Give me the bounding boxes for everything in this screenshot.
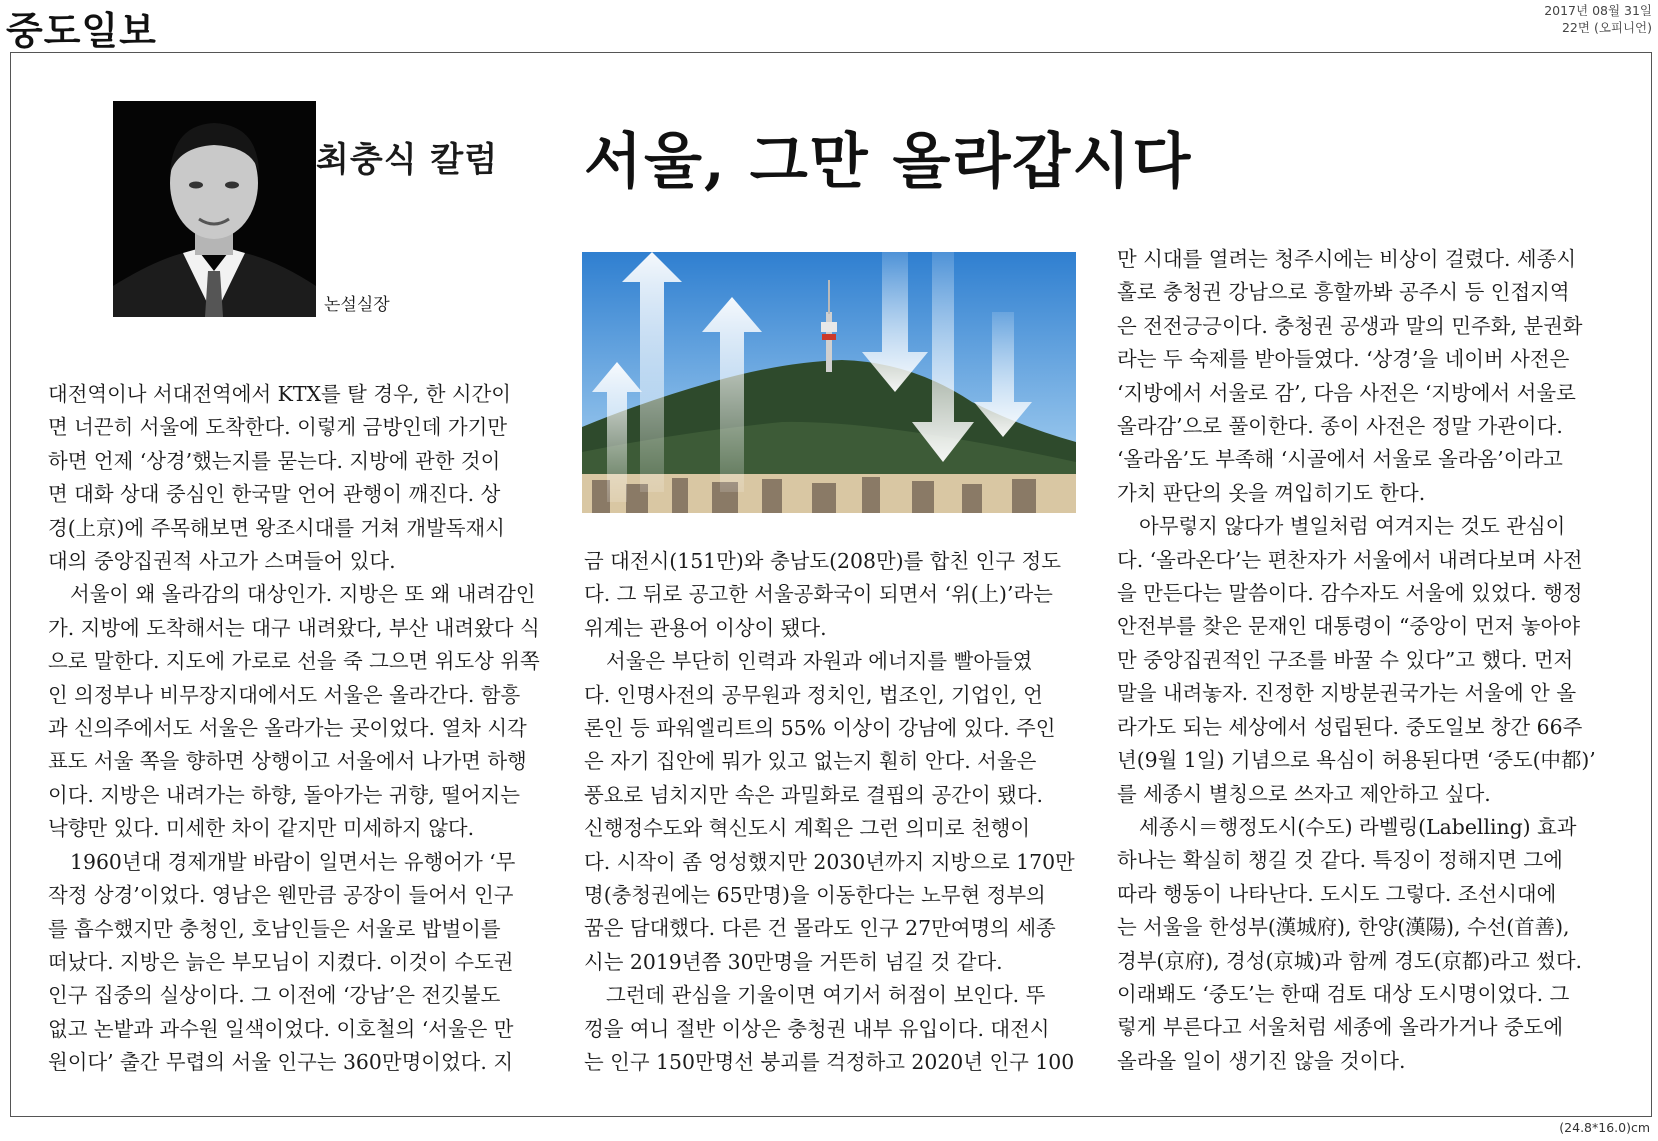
- text-line: 꿈은 담대했다. 다른 건 몰라도 인구 27만여명의 세종: [584, 916, 1056, 941]
- text-line: 홀로 충청권 강남으로 흥할까봐 공주시 등 인접지역: [1117, 280, 1570, 305]
- text-line: 올라올 일이 생기진 않을 것이다.: [1117, 1048, 1406, 1073]
- text-line: 년(9월 1일) 기념으로 욕심이 허용된다면 ‘중도(中都)’: [1117, 748, 1596, 773]
- text-line: 라가도 되는 세상에서 성립된다. 중도일보 창간 66주: [1117, 714, 1583, 739]
- text-line: 세종시＝행정도시(수도) 라벨링(Labelling) 효과: [1139, 814, 1577, 839]
- article-headline: 서울, 그만 올라갑시다: [584, 127, 1193, 197]
- text-line: 다. 인명사전의 공무원과 정치인, 법조인, 기업인, 언: [584, 682, 1043, 707]
- text-line: 서울이 왜 올라감의 대상인가. 지방은 또 왜 내려감인: [70, 582, 536, 607]
- columnist-photo: [113, 101, 316, 317]
- text-line: 아무렇지 않다가 별일처럼 여겨지는 것도 관심이: [1139, 514, 1566, 539]
- text-line: 위계는 관용어 이상이 됐다.: [584, 615, 827, 640]
- text-line: 이래봬도 ‘중도’는 한때 검토 대상 도시명이었다. 그: [1117, 981, 1570, 1006]
- text-line: 가치 판단의 옷을 껴입히기도 한다.: [1117, 480, 1426, 505]
- text-line: 는 서울을 한성부(漢城府), 한양(漢陽), 수선(首善),: [1117, 915, 1570, 940]
- text-line: 작정 상경’이었다. 영남은 웬만큼 공장이 들어서 인구: [48, 883, 514, 908]
- text-line: 론인 등 파워엘리트의 55% 이상이 강남에 있다. 주인: [584, 716, 1056, 741]
- text-line: ‘올라옴’도 부족해 ‘시골에서 서울로 올라옴’이라고: [1117, 447, 1563, 472]
- text-line: 은 전전긍긍이다. 충청권 공생과 말의 민주화, 분권화: [1117, 313, 1583, 338]
- text-line: 만 시대를 열려는 청주시에는 비상이 걸렸다. 세종시: [1117, 247, 1577, 271]
- text-line: 대전역이나 서대전역에서 KTX를 탈 경우, 한 시간이: [48, 382, 511, 406]
- text-line: 올라감’으로 풀이한다. 종이 사전은 정말 가관이다.: [1117, 414, 1563, 439]
- text-line: 인구 집중의 실상이다. 그 이전에 ‘강남’은 전깃불도: [48, 983, 501, 1008]
- text-line: 신행정수도와 혁신도시 계획은 그런 의미로 천행이: [584, 816, 1031, 841]
- text-line: 을 만든다는 말씀이다. 감수자도 서울에 있었다. 행정: [1117, 581, 1583, 606]
- text-line: 그런데 관심을 기울이면 여기서 허점이 보인다. 뚜: [606, 983, 1046, 1008]
- text-line: 는 인구 150만명선 붕괴를 걱정하고 2020년 인구 100: [584, 1050, 1075, 1075]
- text-line: 만 중앙집권적인 구조를 바꿀 수 있다”고 했다. 먼저: [1117, 647, 1574, 672]
- text-line: 면 대화 상대 중심인 한국말 언어 관행이 깨진다. 상: [48, 482, 501, 507]
- text-line: 풍요로 넘치지만 속은 과밀화로 결핍의 공간이 됐다.: [584, 782, 1044, 807]
- text-line: 라는 두 숙제를 받아들였다. ‘상경’을 네이버 사전은: [1117, 347, 1570, 372]
- text-line: 안전부를 찾은 문재인 대통령이 “중앙이 먼저 놓아야: [1117, 614, 1580, 639]
- text-line: 낙향만 있다. 미세한 차이 같지만 미세하지 않다.: [48, 816, 475, 841]
- text-line: 명(충청권에는 65만명)을 이동한다는 노무현 정부의: [584, 883, 1046, 908]
- column-name: 최충식 칼럼: [316, 140, 499, 180]
- text-line: 껑을 여니 절반 이상은 충청권 내부 유입이다. 대전시: [584, 1016, 1050, 1041]
- text-line: 떠났다. 지방은 늙은 부모님이 지켰다. 이것이 수도권: [48, 949, 514, 974]
- text-line: 면 너끈히 서울에 도착한다. 이렇게 금방인데 가기만: [48, 415, 508, 440]
- newspaper-masthead: 중도일보: [6, 8, 157, 53]
- text-line: 인 의정부나 비무장지대에서도 서울은 올라간다. 함흥: [48, 682, 521, 707]
- text-line: ‘지방에서 서울로 감’, 다음 사전은 ‘지방에서 서울로: [1117, 380, 1576, 405]
- text-line: 다. ‘올라온다’는 편찬자가 서울에서 내려다보며 사전: [1117, 547, 1583, 572]
- text-line: 다. 시작이 좀 엉성했지만 2030년까지 지방으로 170만: [584, 849, 1075, 874]
- text-line: 경(上京)에 주목해보면 왕조시대를 거쳐 개발독재시: [48, 515, 505, 540]
- article-column-2: [584, 545, 1078, 1080]
- article-size-note: (24.8*16.0)cm: [1559, 1120, 1650, 1135]
- text-line: 과 신의주에서도 서울은 올라가는 곳이었다. 열차 시각: [48, 716, 527, 741]
- text-line: 표도 서울 쪽을 향하면 상행이고 서울에서 나가면 하행: [48, 749, 527, 774]
- article-column-1: [48, 378, 548, 1080]
- text-line: 금 대전시(151만)와 충남도(208만)를 합친 인구 정도: [584, 549, 1061, 573]
- text-line: 경부(京府), 경성(京城)과 함께 경도(京都)라고 썼다.: [1117, 948, 1583, 973]
- text-line: 원이다’ 출간 무렵의 서울 인구는 360만명이었다. 지: [48, 1050, 514, 1075]
- text-line: 말을 내려놓자. 진정한 지방분권국가는 서울에 안 올: [1117, 681, 1577, 706]
- text-line: 렇게 부른다고 서울처럼 세종에 올라가거나 중도에: [1117, 1015, 1564, 1040]
- text-line: 이다. 지방은 내려가는 하향, 돌아가는 귀향, 떨어지는: [48, 782, 520, 807]
- text-line: 시는 2019년쯤 30만명을 거뜬히 넘길 것 같다.: [584, 949, 1003, 974]
- text-line: 를 세종시 별칭으로 쓰자고 제안하고 싶다.: [1117, 781, 1491, 806]
- dateline: [1544, 2, 1652, 36]
- page-section: 22면 (오피니언): [1561, 20, 1652, 35]
- text-line: 다. 그 뒤로 공고한 서울공화국이 되면서 ‘위(上)’라는: [584, 582, 1053, 607]
- text-line: 서울은 부단히 인력과 자원과 에너지를 빨아들였: [606, 649, 1033, 674]
- text-line: 없고 논밭과 과수원 일색이었다. 이호철의 ‘서울은 만: [48, 1016, 514, 1041]
- text-line: 가. 지방에 도착해서는 대구 내려왔다, 부산 내려왔다 식: [48, 615, 540, 640]
- text-line: 1960년대 경제개발 바람이 일면서는 유행어가 ‘무: [70, 849, 516, 874]
- article-column-3: [1117, 243, 1617, 1078]
- text-line: 하나는 확실히 챙길 것 같다. 특징이 정해지면 그에: [1117, 848, 1563, 873]
- columnist-title: 논설실장: [324, 295, 390, 315]
- seoul-tower-illustration: [582, 252, 1076, 513]
- text-line: 으로 말한다. 지도에 가로로 선을 죽 그으면 위도상 위쪽: [48, 649, 540, 674]
- text-line: 은 자기 집안에 뭐가 있고 없는지 훤히 안다. 서울은: [584, 749, 1037, 774]
- text-line: 따라 행동이 나타난다. 도시도 그렇다. 조선시대에: [1117, 881, 1557, 906]
- text-line: 대의 중앙집권적 사고가 스며들어 있다.: [48, 549, 396, 574]
- text-line: 하면 언제 ‘상경’했는지를 묻는다. 지방에 관한 것이: [48, 448, 501, 473]
- text-line: 를 흡수했지만 충청인, 호남인들은 서울로 밥벌이를: [48, 916, 501, 941]
- issue-date: 2017년 08월 31일: [1544, 3, 1652, 18]
